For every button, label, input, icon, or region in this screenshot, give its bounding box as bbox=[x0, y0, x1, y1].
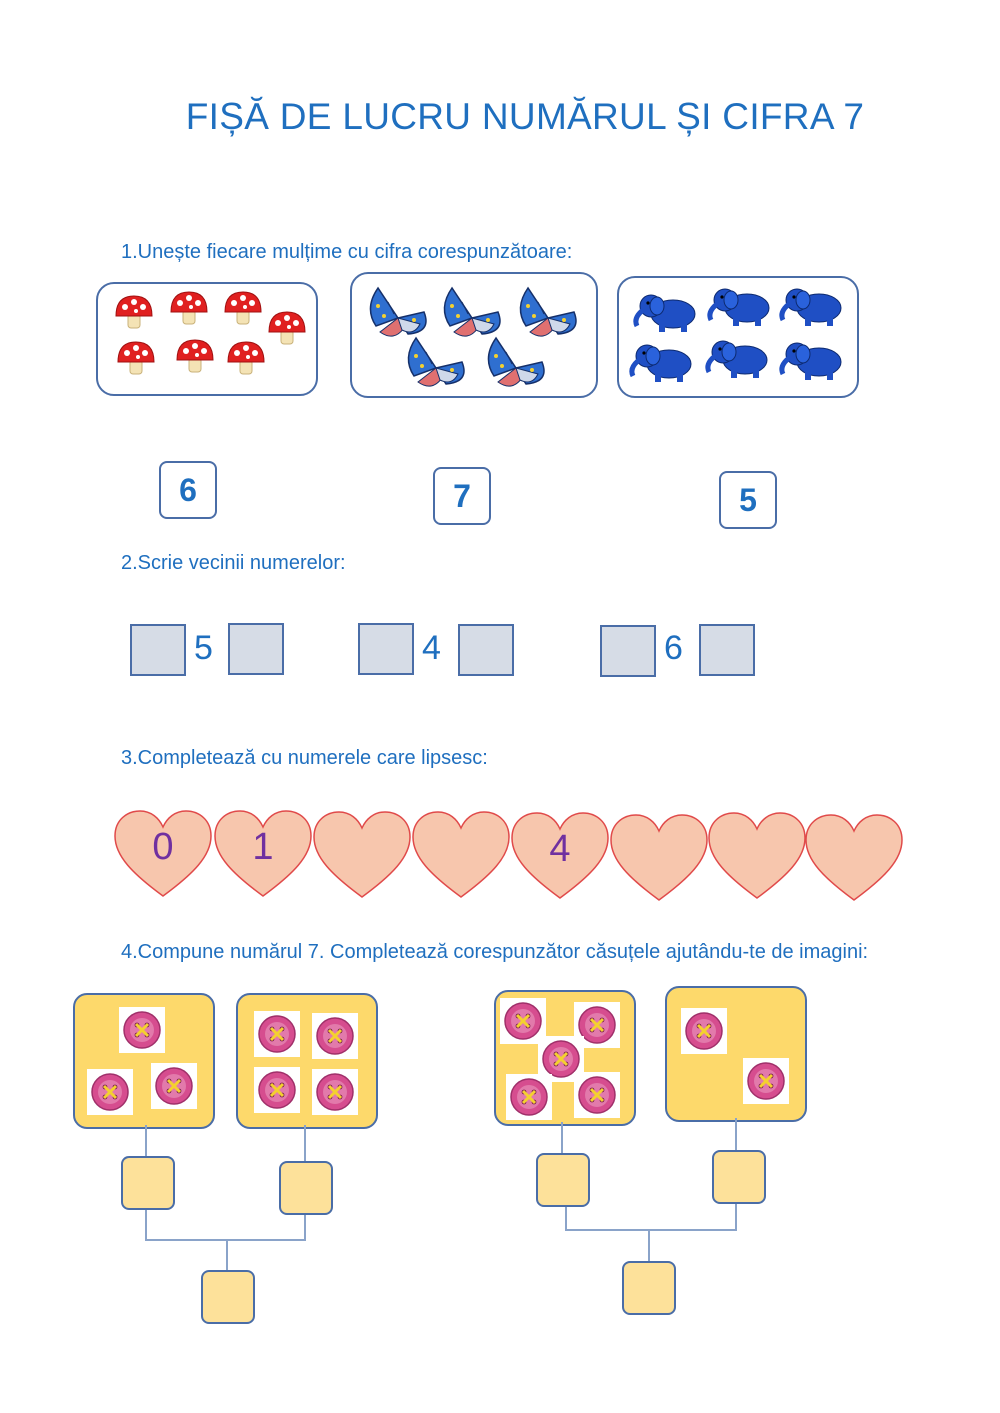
heart-cell[interactable] bbox=[609, 814, 709, 906]
answer-box[interactable] bbox=[279, 1161, 333, 1215]
heart-icon bbox=[312, 811, 412, 901]
neighbor-input-right[interactable] bbox=[228, 623, 284, 675]
butterfly-set[interactable] bbox=[350, 272, 598, 398]
neighbor-input-left[interactable] bbox=[600, 625, 656, 677]
answer-box[interactable] bbox=[712, 1150, 766, 1204]
ex2-instruction: 2.Scrie vecinii numerelor: bbox=[121, 552, 346, 574]
ex1-instruction: 1.Unește fiecare mulțime cu cifra corespunzătoare: bbox=[121, 241, 573, 263]
button-icon bbox=[743, 1058, 789, 1104]
button-tile bbox=[494, 990, 636, 1126]
digit-box[interactable]: 7 bbox=[433, 467, 491, 525]
heart-number: 4 bbox=[549, 828, 571, 870]
butterfly-icon bbox=[408, 338, 464, 386]
neighbor-input-left[interactable] bbox=[130, 624, 186, 676]
button-icon bbox=[87, 1069, 133, 1115]
elephant-icon bbox=[782, 289, 841, 326]
elephant-set[interactable] bbox=[617, 276, 859, 398]
butterfly-group bbox=[352, 274, 596, 396]
heart-cell[interactable] bbox=[213, 810, 313, 902]
mushroom-icon bbox=[118, 342, 154, 374]
heart-cell[interactable] bbox=[113, 810, 213, 902]
heart-icon bbox=[804, 814, 904, 904]
neighbor-number: 5 bbox=[194, 629, 213, 667]
butterfly-icon bbox=[444, 288, 500, 336]
mushroom-icon bbox=[177, 340, 213, 372]
button-icon bbox=[574, 1072, 620, 1118]
elephant-icon bbox=[710, 289, 769, 326]
digit-box[interactable]: 6 bbox=[159, 461, 217, 519]
mushroom-icon bbox=[225, 292, 261, 324]
elephant-icon bbox=[708, 341, 767, 378]
heart-cell[interactable] bbox=[510, 812, 610, 904]
mushroom-icon bbox=[269, 312, 305, 344]
page-title: FIȘĂ DE LUCRU NUMĂRUL ȘI CIFRA 7 bbox=[185, 96, 865, 137]
heart-number: 1 bbox=[252, 826, 274, 868]
button-icon bbox=[312, 1069, 358, 1115]
ex4-instruction: 4.Compune numărul 7. Completează corespunzător căsuțele ajutându-te de imagini: bbox=[121, 941, 869, 963]
answer-box-total[interactable] bbox=[201, 1270, 255, 1324]
heart-number: 0 bbox=[152, 826, 174, 868]
elephant-group bbox=[619, 278, 857, 396]
button-tile bbox=[236, 993, 378, 1129]
button-icon bbox=[254, 1067, 300, 1113]
butterfly-icon bbox=[488, 338, 544, 386]
elephant-icon bbox=[632, 345, 691, 382]
heart-icon bbox=[411, 811, 511, 901]
mushroom-icon bbox=[171, 292, 207, 324]
neighbor-number: 6 bbox=[664, 629, 683, 667]
neighbor-number: 4 bbox=[422, 629, 441, 667]
heart-cell[interactable] bbox=[804, 814, 904, 906]
butterfly-icon bbox=[520, 288, 576, 336]
neighbor-input-right[interactable] bbox=[458, 624, 514, 676]
answer-box[interactable] bbox=[121, 1156, 175, 1210]
button-icon bbox=[506, 1074, 552, 1120]
neighbor-input-right[interactable] bbox=[699, 624, 755, 676]
heart-cell[interactable] bbox=[312, 811, 412, 903]
elephant-icon bbox=[782, 343, 841, 380]
heart-icon bbox=[707, 812, 807, 902]
butterfly-icon bbox=[370, 288, 426, 336]
answer-box-total[interactable] bbox=[622, 1261, 676, 1315]
button-icon bbox=[681, 1008, 727, 1054]
mushroom-set[interactable] bbox=[96, 282, 318, 396]
button-icon bbox=[119, 1007, 165, 1053]
elephant-icon bbox=[636, 295, 695, 332]
mushroom-group bbox=[98, 284, 316, 394]
button-icon bbox=[151, 1063, 197, 1109]
button-tile bbox=[73, 993, 215, 1129]
mushroom-icon bbox=[228, 342, 264, 374]
digit-box[interactable]: 5 bbox=[719, 471, 777, 529]
button-tile bbox=[665, 986, 807, 1122]
heart-icon bbox=[609, 814, 709, 904]
mushroom-icon bbox=[116, 296, 152, 328]
answer-box[interactable] bbox=[536, 1153, 590, 1207]
neighbor-input-left[interactable] bbox=[358, 623, 414, 675]
heart-cell[interactable] bbox=[707, 812, 807, 904]
ex3-instruction: 3.Completează cu numerele care lipsesc: bbox=[121, 747, 488, 769]
button-icon bbox=[254, 1011, 300, 1057]
heart-cell[interactable] bbox=[411, 811, 511, 903]
button-icon bbox=[312, 1013, 358, 1059]
